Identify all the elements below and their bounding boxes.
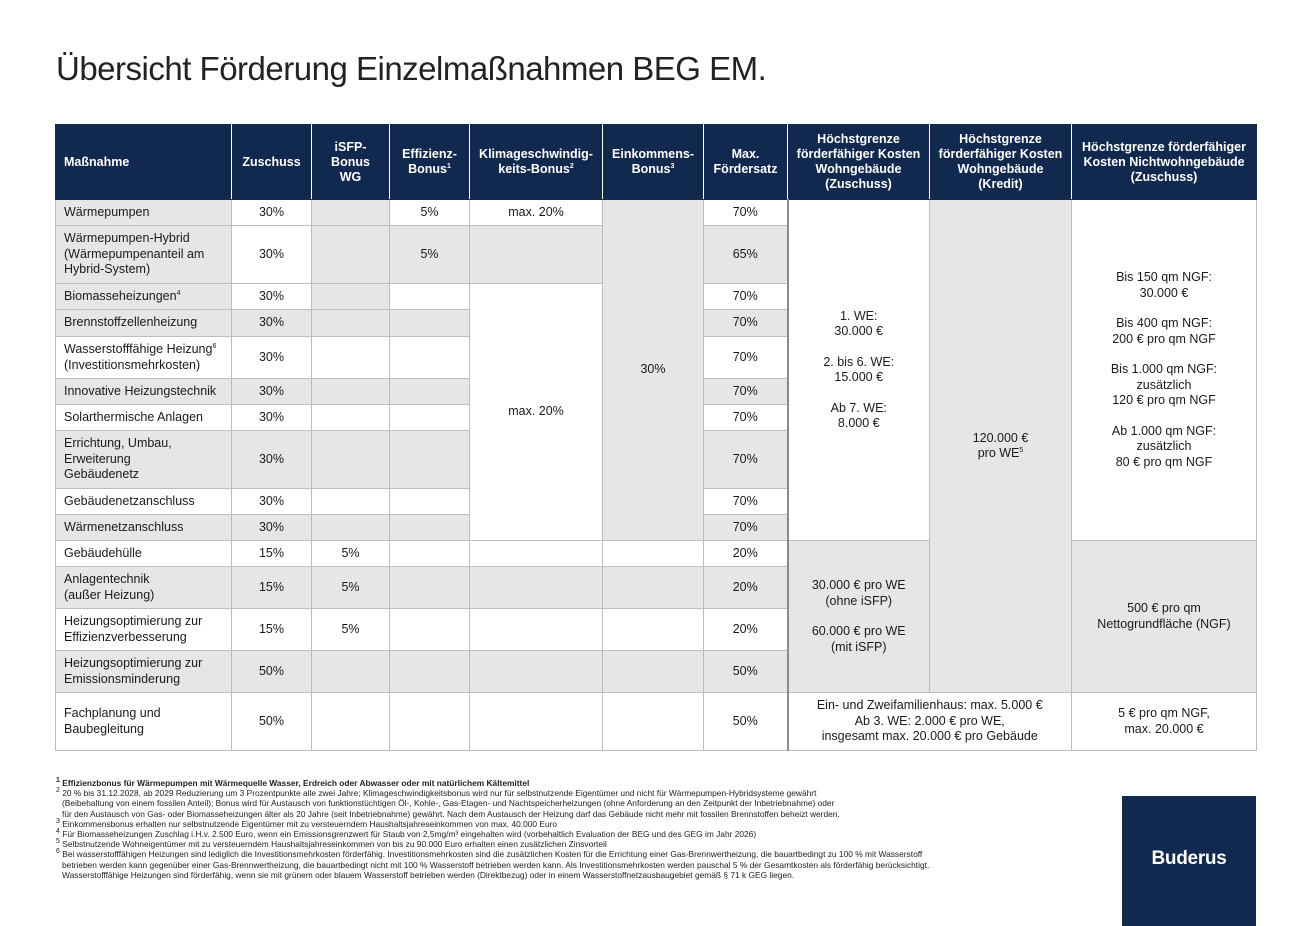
- isfp-cell: [312, 284, 390, 310]
- max-cell: 70%: [704, 284, 788, 310]
- footnote-text: betrieben werden kann gegenüber einer Gas-Brennwertheizung, die bauartbedingt nicht mit 100 % Wasserstoff betrieben werden kann. Als Investitionsmehrkosten werden pauschal 5 % der Gesamtkosten als förderfähig berücksichtigt.: [62, 859, 930, 870]
- zuschuss-cell: 30%: [232, 226, 312, 284]
- effizienz-cell: [390, 693, 470, 751]
- klima-cell: [470, 226, 603, 284]
- table-row: [56, 693, 1257, 751]
- text-line: Kosten Nichtwohngebäude: [1083, 154, 1245, 169]
- text-line: Max.: [731, 147, 760, 161]
- header-max: [704, 125, 788, 200]
- zuschuss-cell: 30%: [232, 405, 312, 431]
- text-line: Bis 400 qm NGF:: [1116, 316, 1212, 330]
- text-line: (mit iSFP): [830, 639, 887, 654]
- klima-cell: [470, 693, 603, 751]
- funding-table: [55, 124, 1257, 751]
- text-line: (ohne iSFP): [825, 593, 893, 608]
- effizienz-cell: 5%: [390, 226, 470, 284]
- row-label-line: Anlagentechnik: [64, 572, 150, 586]
- isfp-cell: [312, 379, 390, 405]
- footnote-text: für den Austausch von Gas- oder Biomasseheizungen älter als 20 Jahre (seit Inbetriebnahme) gewährt. Nach dem Austausch der Heizung darf das Gebäude nicht mehr mit fossilen Brennstoffen beheizt werden.: [62, 808, 840, 819]
- text-line: Ein- und Zweifamilienhaus: max. 5.000 €: [816, 698, 1043, 713]
- header-hg-wg-kredit: [930, 125, 1072, 200]
- isfp-cell: 5%: [312, 567, 390, 609]
- text-line: Höchstgrenze: [959, 132, 1042, 146]
- buderus-logo: [1122, 796, 1256, 926]
- row-label-line: Wasserstofffähige Heizung$^6$: [64, 342, 217, 356]
- header-hg-nwg: [1072, 125, 1257, 200]
- kredit-unit: pro $WE^5$: [977, 446, 1024, 460]
- effizienz-cell: [390, 431, 470, 489]
- row-label-line: Wärmepumpen: [64, 204, 150, 219]
- einkommen-merged-cell: 30%: [603, 200, 704, 541]
- effizienz-cell: [390, 489, 470, 515]
- footnote-number: 6: [56, 848, 60, 856]
- footnote-text: Bei wasserstofffähigen Heizungen sind lediglich die Investitionsmehrkosten förderfähig. Investitionsmehrkosten sind die zusätzlichen Kosten für die Errichtung einer Gas-Brennwertheizung, die bauartbedingt zu 100 % mit Wasserstoff: [62, 849, 923, 860]
- footnote-line: [56, 778, 1076, 788]
- header-massnahme: Maßnahme: [56, 125, 232, 200]
- footnote-line: [56, 849, 1076, 859]
- row-label-line: Innovative Heizungstechnik: [64, 383, 217, 398]
- zuschuss-cell: 15%: [232, 567, 312, 609]
- max-cell: 70%: [704, 310, 788, 337]
- isfp-cell: [312, 431, 390, 489]
- text-line: zusätzlich: [1136, 377, 1192, 392]
- text-line: [793, 609, 926, 624]
- effizienz-cell: [390, 405, 470, 431]
- page-title: Übersicht Förderung Einzelmaßnahmen BEG EM.: [56, 50, 767, 87]
- footnote-line: [56, 788, 1076, 798]
- max-cell: 70%: [704, 200, 788, 226]
- text-line: Bonus$^3$: [631, 162, 675, 176]
- footnote-text: (Beibehaltung von einem fossilen Anteil); Bonus wird für Austausch von funktionstüchtigen Öl-, Kohle-, Gas-Etagen- und Nachtspeicherheizungen (ohne Anforderung an den Zeitpunkt der Inbetriebnahme) oder: [62, 798, 835, 809]
- isfp-cell: 5%: [312, 541, 390, 567]
- zuschuss-cell: 30%: [232, 200, 312, 226]
- text-line: 8.000 €: [837, 416, 880, 430]
- row-label-line: Heizungsoptimierung zur: [64, 614, 203, 628]
- klima-cell: max. 20%: [470, 200, 603, 226]
- max-cell: 70%: [704, 431, 788, 489]
- footnote-ref: 3: [670, 162, 675, 170]
- row-label: [56, 226, 232, 284]
- header-zuschuss: Zuschuss: [232, 125, 312, 200]
- footnote-number: 1: [56, 777, 60, 785]
- max-cell: 20%: [704, 567, 788, 609]
- text-line: Einkommens-: [612, 147, 694, 161]
- row-label-line: Errichtung, Umbau,: [64, 436, 172, 451]
- text-line: [1076, 409, 1252, 424]
- footnotes: [56, 778, 1076, 880]
- row-label: [56, 284, 232, 310]
- row-label-line: Gebäudenetzanschluss: [64, 493, 195, 508]
- row-label: [56, 379, 232, 405]
- text-line: 30.000 €: [834, 324, 884, 338]
- row-label-line: Erweiterung: [64, 451, 131, 466]
- footnote-line: [56, 819, 1076, 829]
- fach-wg-cell: [788, 693, 1072, 751]
- table-row: [56, 541, 1257, 567]
- isfp-cell: 5%: [312, 609, 390, 651]
- footnote-text: 20 % bis 31.12.2028, ab 2029 Reduzierung um 3 Prozentpunkte alle zwei Jahre; Klimageschwindigkeitsbonus wird nur für selbstnutzende Eigentümer und nicht für Wärmepumpen-Hybridsysteme gewährt: [62, 788, 817, 799]
- zuschuss-cell: 15%: [232, 541, 312, 567]
- text-line: Wohngebäude: [957, 162, 1044, 176]
- row-label: [56, 310, 232, 337]
- header-isfp: [312, 125, 390, 200]
- footnote-number: 5: [56, 838, 60, 846]
- text-line: 15.000 €: [834, 370, 884, 384]
- text-line: insgesamt max. 20.000 € pro Gebäude: [821, 729, 1038, 744]
- footnote-line: [56, 829, 1076, 839]
- isfp-cell: [312, 515, 390, 541]
- row-label-line: Gebäudenetz: [64, 467, 140, 482]
- text-line: förderfähiger Kosten: [796, 147, 921, 161]
- footnote-line: [56, 860, 1076, 870]
- zuschuss-cell: 30%: [232, 310, 312, 337]
- effizienz-cell: 5%: [390, 200, 470, 226]
- max-cell: 70%: [704, 489, 788, 515]
- zuschuss-cell: 50%: [232, 693, 312, 751]
- text-line: Bis 150 qm NGF:: [1116, 270, 1212, 284]
- isfp-cell: [312, 310, 390, 337]
- text-line: [1076, 301, 1252, 316]
- max-cell: 50%: [704, 693, 788, 751]
- row-label-line: Gebäudehülle: [64, 545, 142, 560]
- zuschuss-cell: 30%: [232, 431, 312, 489]
- max-cell: 70%: [704, 337, 788, 379]
- text-line: 60.000 € pro WE: [811, 624, 906, 638]
- text-line: WG: [339, 169, 362, 184]
- row-label: [56, 337, 232, 379]
- footnote-text: Selbstnutzende Wohneigentümer mit zu versteuerndem Haushaltsjahreseinkommen von bis zu 90.000 Euro erhalten einen zusätzlichen Zinsvorteil: [62, 839, 607, 850]
- text-line: 80 € pro qm NGF: [1115, 454, 1213, 469]
- max-cell: 65%: [704, 226, 788, 284]
- isfp-cell: [312, 651, 390, 693]
- text-line: (Zuschuss): [1130, 169, 1198, 184]
- row-label: [56, 405, 232, 431]
- text-line: keits-Bonus$^2$: [498, 162, 574, 176]
- row-label: [56, 609, 232, 651]
- row-label: [56, 693, 232, 751]
- text-line: zusätzlich: [1136, 439, 1192, 453]
- row-label: [56, 515, 232, 541]
- effizienz-cell: [390, 541, 470, 567]
- text-line: (Zuschuss): [825, 177, 892, 191]
- isfp-cell: [312, 200, 390, 226]
- isfp-cell: [312, 226, 390, 284]
- footnote-line: [56, 839, 1076, 849]
- isfp-cell: [312, 693, 390, 751]
- row-label-line: Brennstoffzellenheizung: [64, 315, 198, 330]
- footnote-number: 2: [56, 787, 60, 795]
- effizienz-cell: [390, 567, 470, 609]
- text-line: iSFP-: [334, 139, 367, 154]
- zuschuss-cell: 50%: [232, 651, 312, 693]
- row-label: [56, 431, 232, 489]
- effizienz-cell: [390, 379, 470, 405]
- max-cell: 20%: [704, 609, 788, 651]
- kredit-value: 120.000 €: [972, 430, 1029, 445]
- footnote-number: 3: [56, 818, 60, 826]
- logo-text: Buderus: [1151, 848, 1227, 869]
- text-line: [793, 386, 926, 401]
- text-line: Klimageschwindig-: [479, 147, 593, 161]
- zuschuss-cell: 30%: [232, 515, 312, 541]
- text-line: Wohngebäude: [815, 162, 902, 176]
- hg-nwg-huelle: [1072, 541, 1257, 693]
- footnote-line: [56, 870, 1076, 880]
- row-label-line: Emissionsminderung: [64, 671, 181, 686]
- zuschuss-cell: 30%: [232, 489, 312, 515]
- row-label: [56, 541, 232, 567]
- einkommen-cell: [603, 567, 704, 609]
- row-label-line: Hybrid-System): [64, 262, 151, 277]
- zuschuss-cell: 30%: [232, 337, 312, 379]
- header-klima: [470, 125, 603, 200]
- text-line: Ab 3. WE: 2.000 € pro WE,: [854, 713, 1005, 728]
- row-label-line: (außer Heizung): [64, 587, 155, 602]
- text-line: [1076, 347, 1252, 362]
- text-line: [793, 340, 926, 355]
- text-line: 120 € pro qm NGF: [1112, 393, 1216, 407]
- zuschuss-cell: 30%: [232, 379, 312, 405]
- einkommen-cell: [603, 609, 704, 651]
- row-label: [56, 200, 232, 226]
- footnote-ref: 2: [569, 162, 574, 170]
- effizienz-cell: [390, 515, 470, 541]
- einkommen-cell: [603, 541, 704, 567]
- klima-cell: [470, 567, 603, 609]
- klima-cell: [470, 541, 603, 567]
- footnote-text: Effizienzbonus für Wärmepumpen mit Wärmequelle Wasser, Erdreich oder Abwasser oder mit natürlichem Kältemittel: [62, 778, 530, 788]
- max-cell: 70%: [704, 515, 788, 541]
- header-einkommen: [603, 125, 704, 200]
- effizienz-cell: [390, 651, 470, 693]
- text-line: 30.000 € pro WE: [811, 578, 906, 592]
- effizienz-cell: [390, 609, 470, 651]
- hg-wg-kredit-merged: [930, 200, 1072, 693]
- zuschuss-cell: 15%: [232, 609, 312, 651]
- max-cell: 50%: [704, 651, 788, 693]
- hg-wg-zuschuss-huelle: [788, 541, 930, 693]
- text-line: Bis 1.000 qm NGF:: [1110, 362, 1218, 376]
- isfp-cell: [312, 405, 390, 431]
- klima-merged-cell: max. 20%: [470, 284, 603, 541]
- text-line: förderfähiger Kosten: [938, 147, 1063, 161]
- text-line: 500 € pro qm: [1127, 601, 1201, 615]
- footnote-text: Wasserstofffähige Heizungen sind förderfähig, wenn sie mit grünem oder blauem Wasserstoff betrieben werden (Direktbezug) oder in einem Wasserstoffnetzausbaugebiet gemäß § 71 k GEG liegen.: [62, 869, 795, 880]
- text-line: Fördersatz: [713, 162, 778, 176]
- text-line: Ab 7. WE:: [830, 400, 887, 415]
- row-label-line: Heizungsoptimierung zur: [64, 656, 203, 670]
- text-line: 30.000 €: [1139, 285, 1189, 300]
- text-line: (Kredit): [978, 177, 1023, 191]
- text-line: max. 20.000 €: [1124, 721, 1204, 736]
- text-line: 1. WE:: [839, 308, 878, 323]
- row-label: [56, 651, 232, 693]
- footnote-line: [56, 809, 1076, 819]
- isfp-cell: [312, 337, 390, 379]
- text-line: 200 € pro qm NGF: [1112, 331, 1216, 346]
- text-line: 5 € pro qm NGF,: [1118, 706, 1210, 720]
- row-label: [56, 567, 232, 609]
- table-header-row: [56, 125, 1257, 200]
- isfp-cell: [312, 489, 390, 515]
- footnote-line: [56, 798, 1076, 808]
- footnote-ref: 6: [212, 342, 217, 350]
- text-line: Ab 1.000 qm NGF:: [1111, 423, 1217, 438]
- text-line: Höchstgrenze förderfähiger: [1082, 139, 1246, 154]
- table-row: [56, 200, 1257, 226]
- row-label-line: Biomasseheizungen$^4$: [64, 288, 181, 303]
- klima-cell: [470, 609, 603, 651]
- effizienz-cell: [390, 337, 470, 379]
- hg-nwg-heizung: [1072, 200, 1257, 541]
- einkommen-cell: [603, 651, 704, 693]
- text-line: Bonus: [331, 154, 370, 169]
- row-label-line: Wärmenetzanschluss: [64, 519, 184, 534]
- row-label-line: Fachplanung und: [64, 706, 161, 720]
- text-line: Bonus$^1$: [408, 162, 451, 176]
- max-cell: 70%: [704, 405, 788, 431]
- row-label-line: (Wärmepumpenanteil am: [64, 246, 205, 261]
- row-label: [56, 489, 232, 515]
- row-label-line: (Investitionsmehrkosten): [64, 357, 201, 372]
- einkommen-cell: [603, 693, 704, 751]
- effizienz-cell: [390, 310, 470, 337]
- text-line: Nettogrundfläche (NGF): [1097, 616, 1231, 631]
- text-line: Effizienz-: [402, 147, 457, 161]
- footnote-ref: 4: [176, 289, 181, 297]
- footnote-number: 4: [56, 828, 60, 836]
- zuschuss-cell: 30%: [232, 284, 312, 310]
- footnote-ref: 1: [446, 162, 451, 170]
- header-effizienz: [390, 125, 470, 200]
- hg-wg-zuschuss-heizung: [788, 200, 930, 541]
- text-line: Höchstgrenze: [817, 132, 900, 146]
- max-cell: 70%: [704, 379, 788, 405]
- klima-cell: [470, 651, 603, 693]
- header-hg-wg-zuschuss: [788, 125, 930, 200]
- footnote-text: Für Biomasseheizungen Zuschlag i.H.v. 2.500 Euro, wenn ein Emissionsgrenzwert für Staub von 2,5mg/m³ eingehalten wird (vorbehaltlich Evaluation der BEG und des GEG im Jahr 2026): [62, 829, 757, 840]
- max-cell: 20%: [704, 541, 788, 567]
- row-label-line: Solarthermische Anlagen: [64, 409, 203, 424]
- row-label-line: Baubegleitung: [64, 721, 144, 736]
- row-label-line: Effizienzverbesserung: [64, 629, 187, 644]
- text-line: 2. bis 6. WE:: [823, 354, 895, 369]
- effizienz-cell: [390, 284, 470, 310]
- row-label-line: Wärmepumpen-Hybrid: [64, 231, 190, 246]
- footnote-text: Einkommensbonus erhalten nur selbstnutzende Eigentümer mit zu versteuerndem Haushaltsjahreseinkommen von max. 40.000 Euro: [62, 818, 558, 829]
- fach-nwg-cell: [1072, 693, 1257, 751]
